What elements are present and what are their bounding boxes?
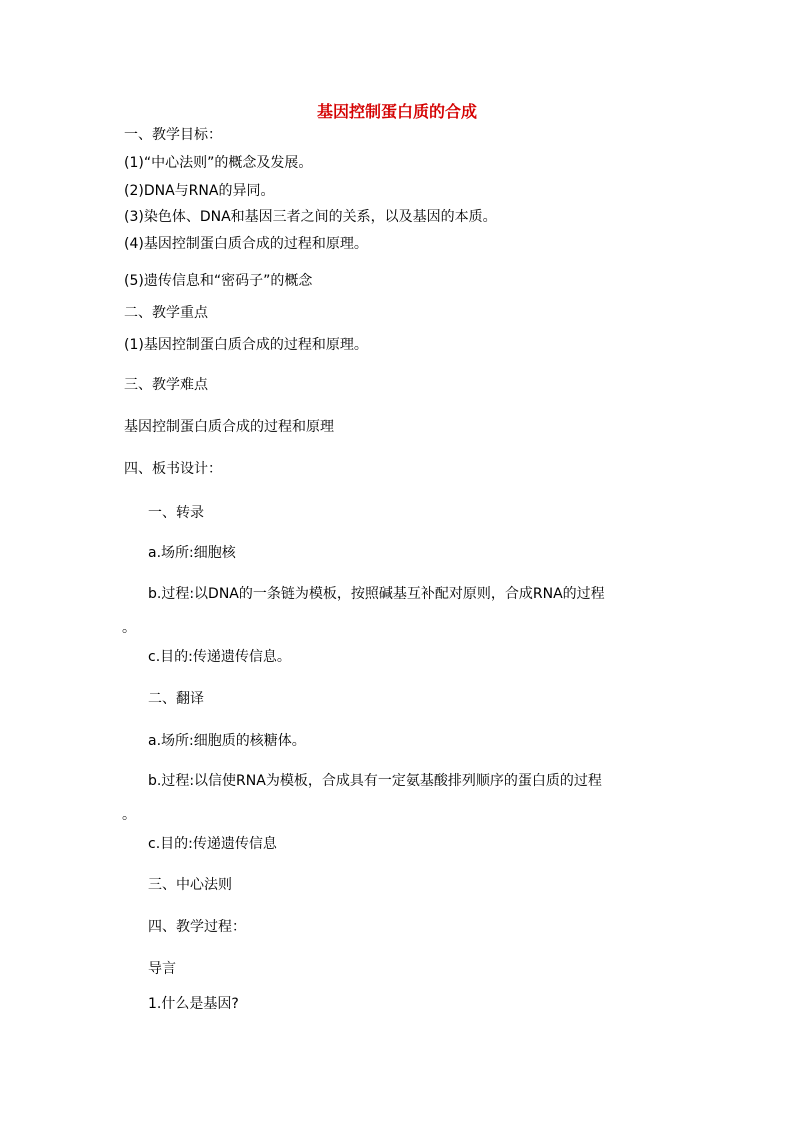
section-heading-teaching-process: 四、教学过程：: [148, 919, 246, 935]
objective-item: (1)“中心法则”的概念及发展。: [124, 155, 313, 171]
objective-item: (4)基因控制蛋白质合成的过程和原理。: [124, 236, 368, 252]
board-item: b.过程:以信使RNA为模板，合成具有一定氨基酸排列顺序的蛋白质的过程: [148, 773, 602, 789]
document-title: 基因控制蛋白质的合成: [316, 102, 477, 121]
board-item: b.过程:以DNA的一条链为模板，按照碱基互补配对原则，合成RNA的过程: [148, 586, 605, 602]
board-item: a.场所:细胞质的核糖体。: [148, 733, 306, 749]
board-item-continuation: 。: [122, 620, 136, 636]
board-subheading-translation: 二、翻译: [148, 691, 204, 707]
objective-item: (2)DNA与RNA的异同。: [124, 183, 275, 199]
board-subheading-central-dogma: 三、中心法则: [148, 877, 232, 893]
difficulty-item: 基因控制蛋白质合成的过程和原理: [124, 419, 334, 435]
board-item: c.目的:传递遗传信息: [148, 836, 277, 852]
section-heading-key-points: 二、教学重点: [124, 305, 208, 321]
question-item: 1.什么是基因?: [148, 996, 239, 1012]
board-item: c.目的:传递遗传信息。: [148, 649, 291, 665]
objective-item: (5)遗传信息和“密码子”的概念: [124, 273, 313, 289]
objective-item: (3)染色体、DNA和基因三者之间的关系，以及基因的本质。: [124, 209, 497, 225]
board-item-continuation: 。: [122, 807, 136, 823]
introduction-heading: 导言: [148, 961, 176, 977]
key-point-item: (1)基因控制蛋白质合成的过程和原理。: [124, 337, 368, 353]
board-subheading-transcription: 一、转录: [148, 505, 204, 521]
section-heading-difficulties: 三、教学难点: [124, 377, 208, 393]
section-heading-objectives: 一、教学目标：: [124, 127, 222, 143]
board-item: a.场所:细胞核: [148, 545, 236, 561]
section-heading-board-design: 四、板书设计：: [124, 461, 222, 477]
